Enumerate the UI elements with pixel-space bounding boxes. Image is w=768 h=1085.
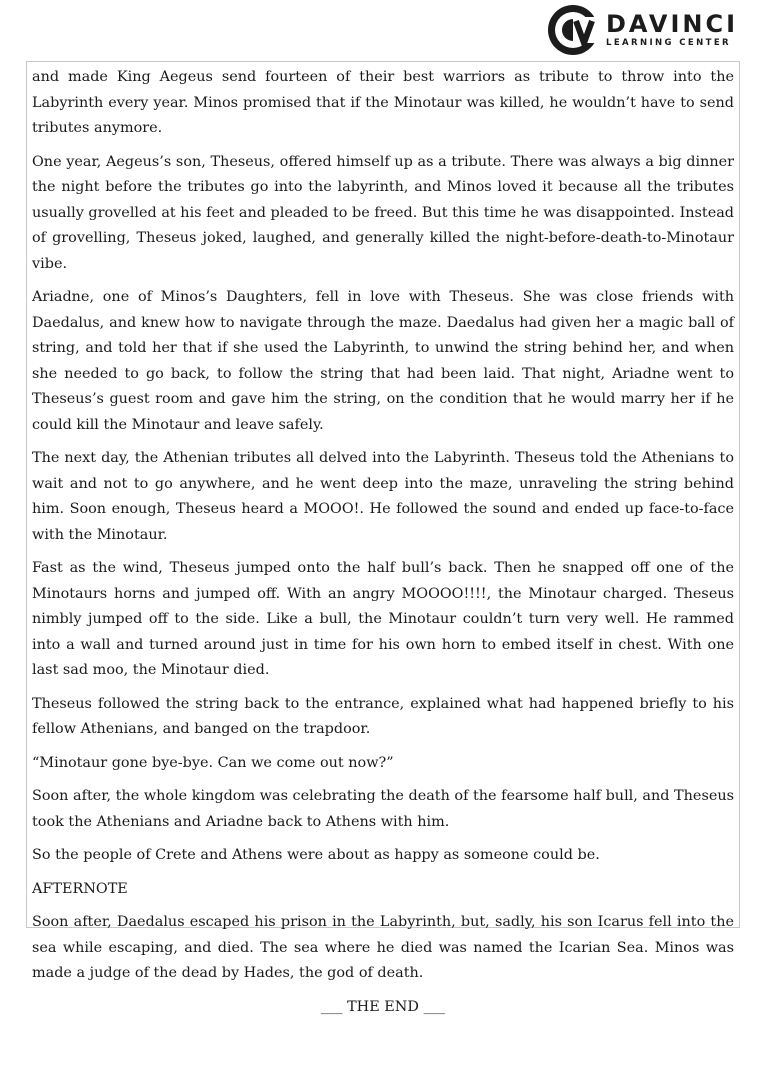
story-content-box [26,61,740,1015]
story-paragraph: The next day, the Athenian tributes all delved into the Labyrinth. Theseus told the Athenians to wait and not to go anywhere, and he went deep into the maze, unraveling the string behind him. Soon enough, Theseus heard a MOOO!. He followed the sound and ended up face-to-face with the Minotaur. [32,450,734,543]
story-quote: “Minotaur gone bye-bye. Can we come out now?” [32,754,394,771]
story-paragraph: One year, Aegeus’s son, Theseus, offered himself up as a tribute. There was always a big dinner the night before the tributes go into the labyrinth, and Minos loved it because all the tributes usually grovelled at his feet and pleaded to be freed. But this time he was disappointed. Instead of grovelling, Theseus joked, laughed, and generally killed the night-before-death-to-Minotaur vibe. [32,153,734,272]
afternote-paragraph: Soon after, Daedalus escaped his prison in the Labyrinth, but, sadly, his son Icarus fell into the sea while escaping, and died. The sea where he died was named the Icarian Sea. Minos was made a judge of the dead by Hades, the god of death. [32,914,734,981]
afternote-heading: AFTERNOTE [32,880,128,897]
the-end-label: ___ THE END ___ [320,998,446,1015]
story-paragraph: Soon after, the whole kingdom was celebrating the death of the fearsome half bull, and Theseus took the Athenians and Ariadne back to Athens with him. [32,788,734,830]
davinci-logo [546,2,738,58]
story-paragraph: Fast as the wind, Theseus jumped onto the half bull’s back. Then he snapped off one of the Minotaurs horns and jumped off. With an angry MOOOO!!!!, the Minotaur charged. Theseus nimbly jumped off to the side. Like a bull, the Minotaur couldn’t turn very well. He rammed into a wall and turned around just in time for his own horn to embed itself in chest. With one last sad moo, the Minotaur died. [32,560,734,678]
logo-tagline: LEARNING CENTER [606,38,731,49]
story-paragraph: and made King Aegeus send fourteen of their best warriors as tribute to throw into the Labyrinth every year. Minos promised that if the Minotaur was killed, he wouldn’t have to send tributes anymore. [32,69,734,136]
story-paragraph: Ariadne, one of Minos’s Daughters, fell in love with Theseus. She was close friends with Daedalus, and knew how to navigate through the maze. Daedalus had given her a magic ball of string, and told her that if she used the Labyrinth, to unwind the string behind her, and when she needed to go back, to follow the string that had been laid. That night, Ariadne went to Theseus’s guest room and gave him the string, on the condition that he would marry her if he could kill the Minotaur and leave safely. [32,289,734,433]
story-paragraph: So the people of Crete and Athens were about as happy as someone could be. [32,847,600,863]
story-paragraph: Theseus followed the string back to the entrance, explained what had happened briefly to his fellow Athenians, and banged on the trapdoor. [32,695,734,737]
logo-name: DAVINCI [606,10,738,39]
davinci-logo-mark-icon [546,3,600,57]
